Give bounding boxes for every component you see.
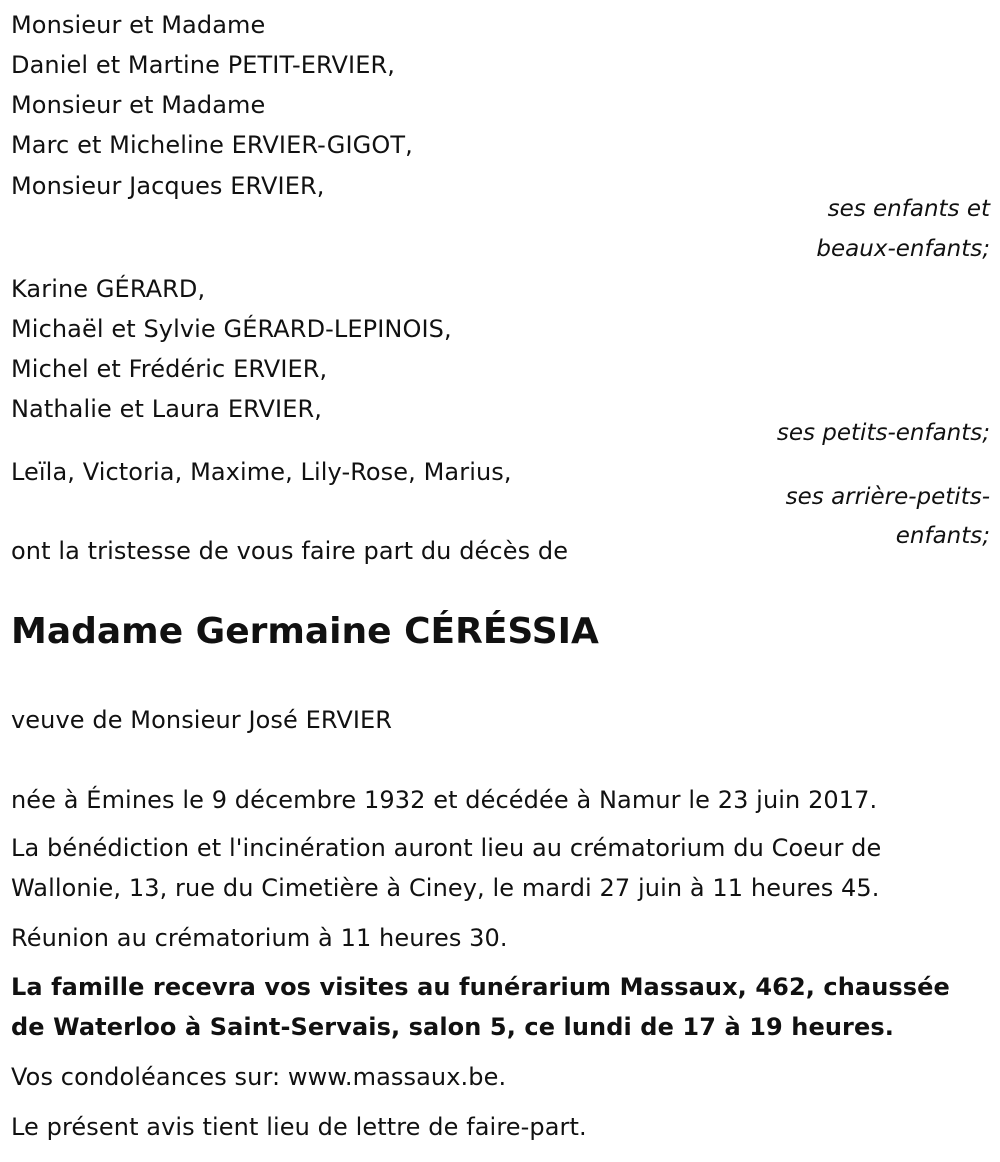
children-role-line-2: beaux-enfants; — [816, 236, 990, 262]
birth-death: née à Émines le 9 décembre 1932 et décédée à Namur le 23 juin 2017. — [11, 786, 878, 814]
widow-of: veuve de Monsieur José ERVIER — [11, 706, 393, 734]
great-grandchildren-line: Leïla, Victoria, Maxime, Lily-Rose, Marius, — [11, 458, 512, 486]
child-line-2: Daniel et Martine PETIT-ERVIER, — [11, 51, 395, 79]
grandchild-line-3: Michel et Frédéric ERVIER, — [11, 355, 328, 383]
children-role-line-1: ses enfants et — [827, 196, 990, 222]
meeting: Réunion au crématorium à 11 heures 30. — [11, 924, 508, 952]
visits-line-1: La famille recevra vos visites au funérarium Massaux, 462, chaussée — [11, 973, 950, 1001]
grandchild-line-2: Michaël et Sylvie GÉRARD-LEPINOIS, — [11, 315, 452, 343]
condolences: Vos condoléances sur: www.massaux.be. — [11, 1063, 507, 1091]
notice: Le présent avis tient lieu de lettre de faire-part. — [11, 1113, 587, 1141]
child-line-3: Monsieur et Madame — [11, 91, 266, 119]
great-grandchildren-role-line-2: enfants; — [895, 523, 990, 549]
ceremony-line-2: Wallonie, 13, rue du Cimetière à Ciney, le mardi 27 juin à 11 heures 45. — [11, 874, 880, 902]
visits-line-2: de Waterloo à Saint-Servais, salon 5, ce lundi de 17 à 19 heures. — [11, 1013, 894, 1041]
child-line-1: Monsieur et Madame — [11, 11, 266, 39]
announcement: ont la tristesse de vous faire part du décès de — [11, 537, 569, 565]
grandchild-line-1: Karine GÉRARD, — [11, 275, 206, 303]
child-line-4: Marc et Micheline ERVIER-GIGOT, — [11, 131, 413, 159]
child-line-5: Monsieur Jacques ERVIER, — [11, 172, 325, 200]
grandchildren-role: ses petits-enfants; — [776, 420, 990, 446]
deceased-name: Madame Germaine CÉRÉSSIA — [11, 611, 599, 652]
great-grandchildren-role-line-1: ses arrière-petits- — [785, 484, 990, 510]
grandchild-line-4: Nathalie et Laura ERVIER, — [11, 395, 323, 423]
ceremony-line-1: La bénédiction et l'incinération auront lieu au crématorium du Coeur de — [11, 834, 882, 862]
